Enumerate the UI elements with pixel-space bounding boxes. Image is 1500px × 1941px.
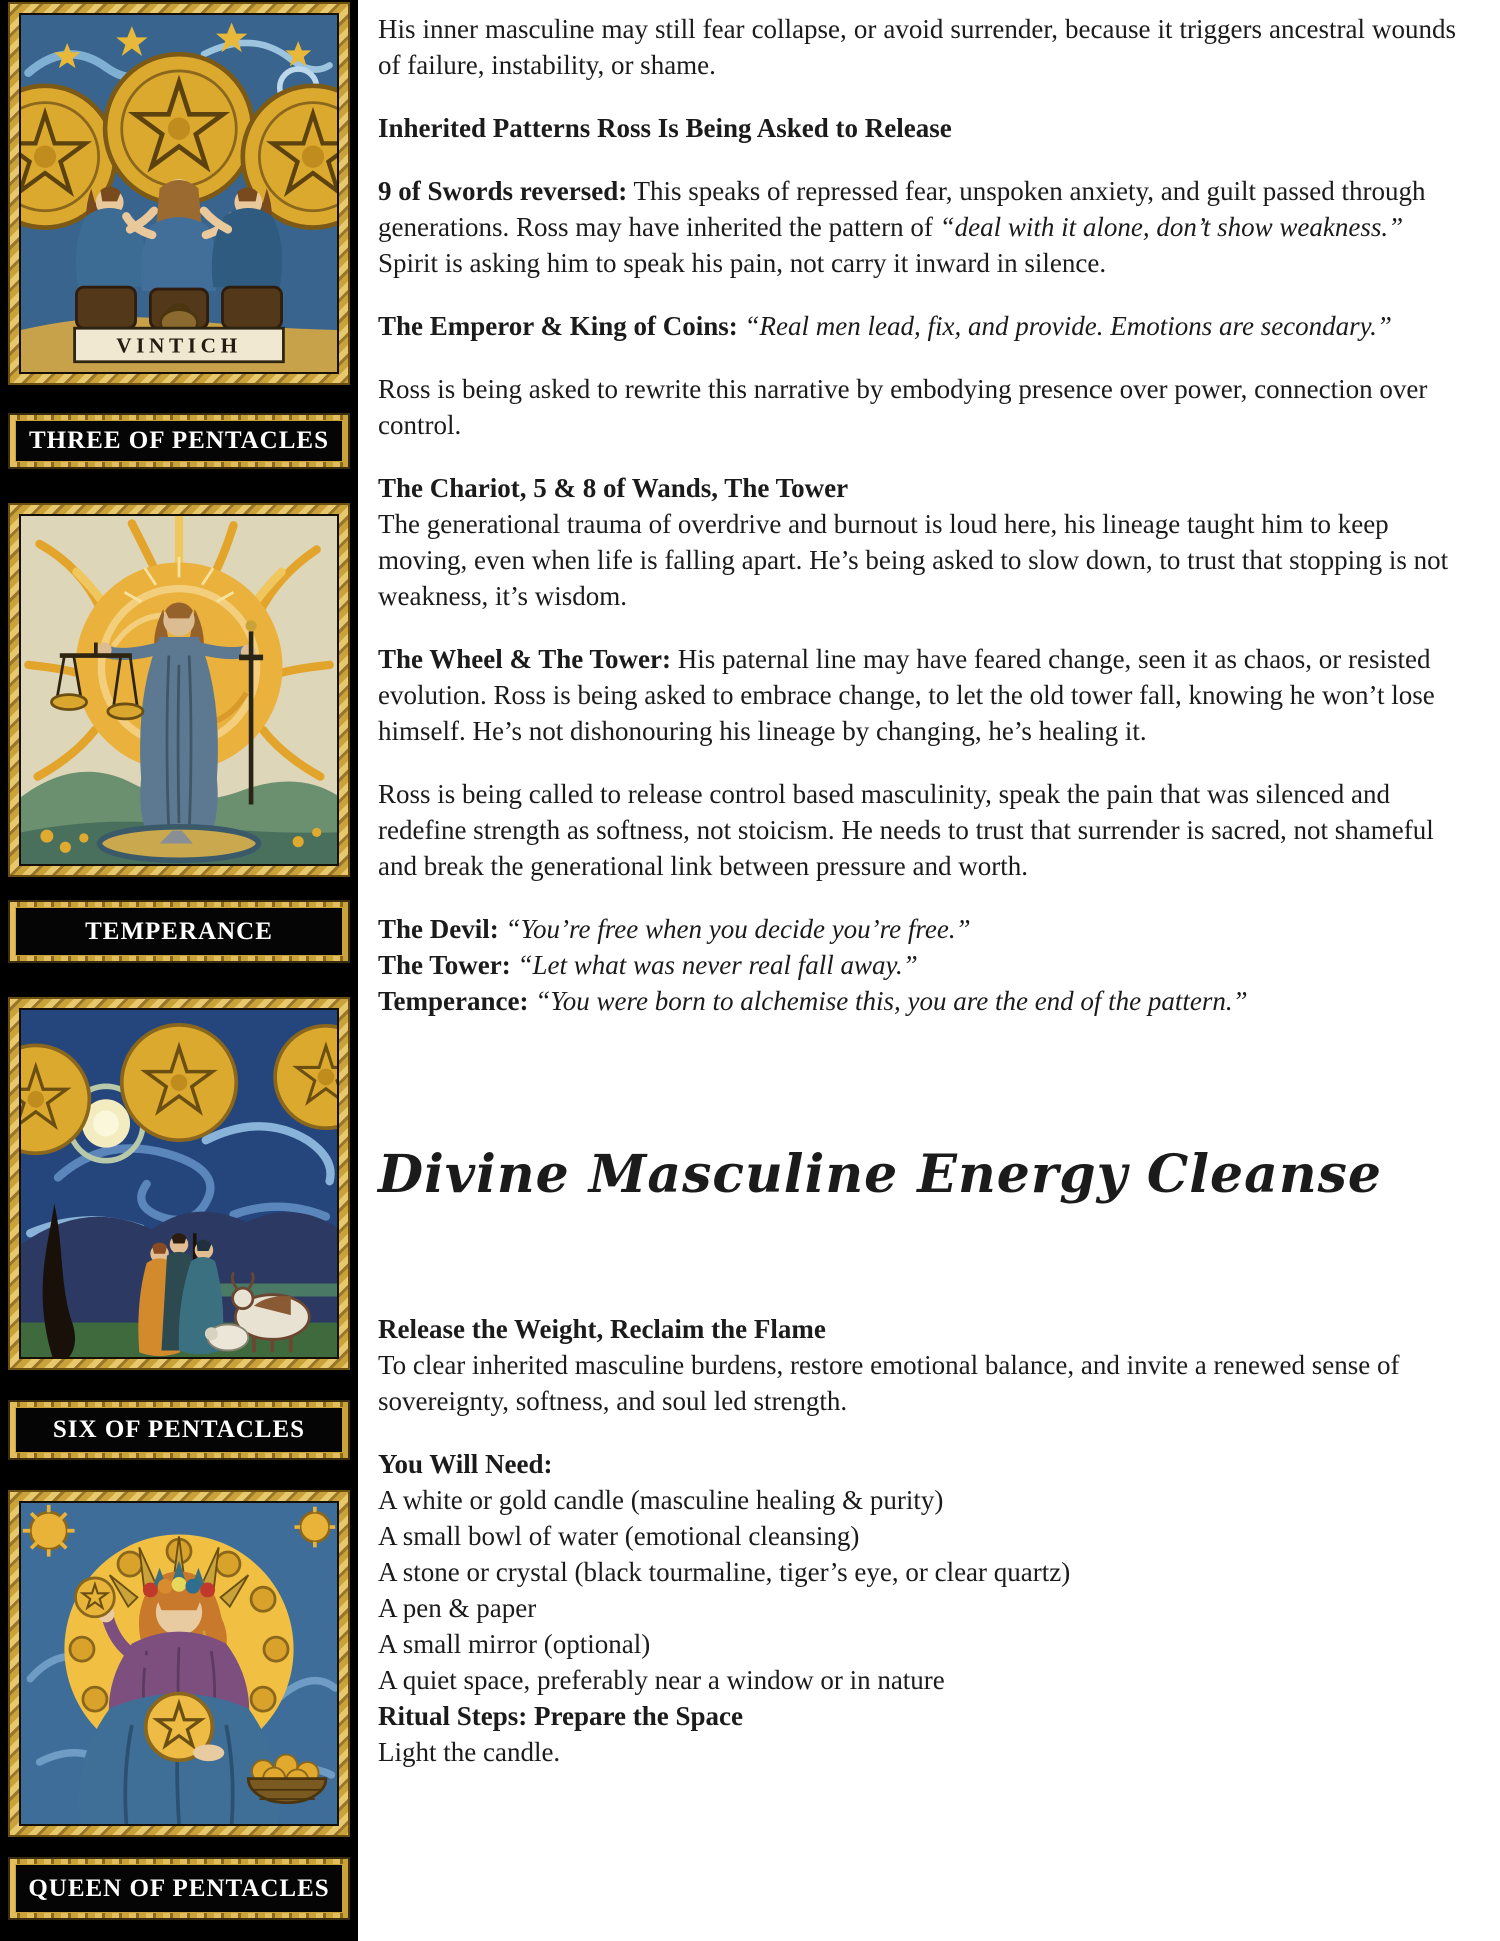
temperance-illustration	[21, 516, 337, 864]
card-label-six-of-pentacles	[8, 1400, 350, 1460]
temperance-lead: Temperance:	[378, 986, 529, 1016]
paragraph-ritual-steps	[378, 1698, 1456, 1770]
reading-text-column	[358, 0, 1500, 1770]
card-label-text: QUEEN OF PENTACLES	[28, 1874, 330, 1902]
list-item-mirror: A small mirror (optional)	[378, 1629, 651, 1659]
small-coin	[76, 1578, 115, 1617]
card-art-six-of-pentacles	[19, 1008, 339, 1359]
queen-of-pentacles-illustration	[21, 1503, 337, 1824]
paragraph-nine-of-swords	[378, 173, 1456, 281]
paragraph-chariot-wands-tower	[378, 470, 1456, 614]
tarot-card-sidebar	[0, 0, 358, 1941]
card-label-frame	[15, 1407, 343, 1453]
card-label-text: SIX OF PENTACLES	[52, 1416, 306, 1443]
card-label-three-of-pentacles	[8, 413, 350, 469]
devil-quote: “You’re free when you decide you’re free.”	[498, 914, 971, 944]
card-label-text: THREE OF PENTACLES	[29, 427, 329, 454]
three-of-pentacles-illustration	[21, 15, 337, 372]
quote-the-devil	[378, 911, 1456, 947]
paragraph-wheel-tower	[378, 641, 1456, 749]
release-weight-heading: Release the Weight, Reclaim the Flame	[378, 1314, 826, 1344]
wheel-tower-body: His paternal line may have feared change, seen it as chaos, or resisted evolution. Ross is being asked to embrace change, to let the old tower fall, knowing he won’t lose himself. He’s not dishonouring his lineage by changing, he’s healing it.	[378, 644, 1435, 746]
wheel-tower-lead: The Wheel & The Tower:	[378, 644, 672, 674]
paragraph-release-the-weight	[378, 1311, 1456, 1419]
paragraph-inner-masculine: His inner masculine may still fear collapse, or avoid surrender, because it triggers ancestral wounds of failure, instability, or shame.	[378, 14, 1456, 80]
card-label-frame	[15, 420, 343, 462]
nine-of-swords-lead: 9 of Swords reversed:	[378, 176, 628, 206]
heading-inherited-patterns: Inherited Patterns Ross Is Being Asked to Release	[378, 113, 952, 143]
emperor-king-lead: The Emperor & King of Coins:	[378, 311, 738, 341]
quote-temperance	[378, 983, 1456, 1019]
quote-the-tower	[378, 947, 1456, 983]
card-queen-of-pentacles	[8, 1490, 350, 1837]
tower-quote: “Let what was never real fall away.”	[510, 950, 918, 980]
supplies-list	[378, 1482, 1456, 1698]
card-label-frame	[15, 1864, 343, 1913]
card-label-queen-of-pentacles	[8, 1857, 350, 1920]
list-item-quiet-space: A quiet space, preferably near a window or in nature	[378, 1665, 945, 1695]
release-weight-body: To clear inherited masculine burdens, restore emotional balance, and invite a renewed sense of sovereignty, softness, and soul led strength.	[378, 1350, 1400, 1416]
card-label-frame	[15, 907, 343, 956]
six-of-pentacles-illustration	[21, 1010, 337, 1357]
paragraph-emperor-king	[378, 308, 1456, 344]
list-item-pen-paper: A pen & paper	[378, 1593, 537, 1623]
nine-of-swords-text-1: This speaks of repressed fear, unspoken anxiety, and guilt passed through generations. Ross may have inherited the pattern of	[378, 176, 1426, 242]
list-item-candle: A white or gold candle (masculine healing & purity)	[378, 1485, 944, 1515]
chariot-body: The generational trauma of overdrive and burnout is loud here, his lineage taught him to keep moving, even when life is falling apart. He’s being asked to slow down, to trust that stopping is not weakness, it’s wisdom.	[378, 509, 1449, 611]
card-art-queen-of-pentacles	[19, 1501, 339, 1826]
temperance-quote: “You were born to alchemise this, you are the end of the pattern.”	[528, 986, 1248, 1016]
title-banner	[75, 328, 284, 362]
list-item-stone: A stone or crystal (black tourmaline, tiger’s eye, or clear quartz)	[378, 1557, 1071, 1587]
paragraph-rewrite-narrative: Ross is being asked to rewrite this narrative by embodying presence over power, connection over control.	[378, 374, 1428, 440]
heading-you-will-need: You Will Need:	[378, 1449, 553, 1479]
list-item-bowl: A small bowl of water (emotional cleansing)	[378, 1521, 860, 1551]
tower-lead: The Tower:	[378, 950, 511, 980]
paragraph-release-control: Ross is being called to release control based masculinity, speak the pain that was silenced and redefine strength as softness, not stoicism. He needs to trust that surrender is sacred, not shameful and break the generational link between pressure and worth.	[378, 779, 1434, 881]
card-three-of-pentacles	[8, 2, 350, 385]
card-art-three-of-pentacles	[19, 13, 339, 374]
card-temperance	[8, 503, 350, 877]
chariot-heading: The Chariot, 5 & 8 of Wands, The Tower	[378, 473, 849, 503]
nine-of-swords-text-2: Spirit is asking him to speak his pain, not carry it inward in silence.	[378, 248, 1107, 278]
section-title-divine-masculine-cleanse: Divine Masculine Energy Cleanse	[378, 1144, 1382, 1205]
card-label-text: TEMPERANCE	[85, 917, 273, 945]
emperor-king-quote: “Real men lead, fix, and provide. Emotions are secondary.”	[737, 311, 1392, 341]
nine-of-swords-quote: “deal with it alone, don’t show weakness.”	[939, 212, 1404, 242]
ritual-steps-body: Light the candle.	[378, 1737, 561, 1767]
card-label-temperance	[8, 900, 350, 963]
card-art-temperance	[19, 514, 339, 866]
card-quote-block	[378, 911, 1456, 1019]
card-six-of-pentacles	[8, 997, 350, 1370]
ritual-steps-heading: Ritual Steps: Prepare the Space	[378, 1701, 743, 1731]
banner-text: VINTICH	[116, 333, 242, 358]
devil-lead: The Devil:	[378, 914, 499, 944]
